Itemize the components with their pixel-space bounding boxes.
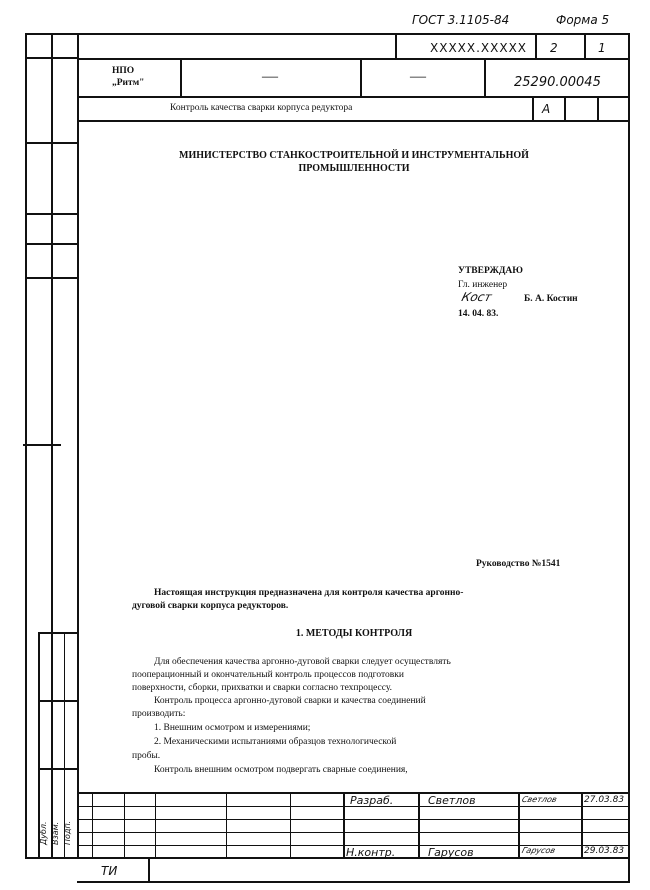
org-line-1: НПО xyxy=(112,66,135,76)
normcontrol-name: Гарусов xyxy=(428,846,474,859)
side-label-dubl: Дубл. xyxy=(39,821,48,845)
dash-1: — xyxy=(262,68,278,85)
org-line-2: „Ритм" xyxy=(112,78,145,88)
form-label: Форма 5 xyxy=(556,13,610,27)
sheets-total: 1 xyxy=(598,41,606,55)
normcontrol-date: 29.03.83 xyxy=(584,846,625,856)
document-title: Контроль качества сварки корпуса редуктора xyxy=(170,103,353,113)
paragraph-1-line-1: Для обеспечения качества аргонно-дуговой сварки следует осуществлять xyxy=(154,657,451,667)
paragraph-1-line-3: поверхности, сборки, прихватки и сварки согласно техпроцессу. xyxy=(132,683,393,693)
doc-type: ТИ xyxy=(101,864,118,878)
paragraph-2-line-2: производить: xyxy=(132,709,186,719)
developed-label: Разраб. xyxy=(350,794,394,807)
ministry-line-2: ПРОМЫШЛЕННОСТИ xyxy=(298,163,410,174)
intro-line-1: Настоящая инструкция предназначена для контроля качества аргонно- xyxy=(154,588,464,598)
approve-label: УТВЕРЖДАЮ xyxy=(458,266,523,276)
side-label-vzam: Взам. xyxy=(51,821,60,845)
paragraph-2-line-1: Контроль процесса аргонно-дуговой сварки и качества соединений xyxy=(154,696,426,706)
developer-signature: Светлов xyxy=(520,795,558,804)
standard-label: ГОСТ 3.1105-84 xyxy=(412,13,510,27)
letter-code: А xyxy=(542,102,551,116)
developer-name: Светлов xyxy=(428,794,476,807)
side-label-podp: Подп. xyxy=(63,820,72,845)
product-code: 25290.00045 xyxy=(514,75,601,90)
intro-line-2: дуговой сварки корпуса редукторов. xyxy=(132,601,289,611)
normcontrol-signature: Гарусов xyxy=(520,846,557,855)
developer-date: 27.03.83 xyxy=(584,795,625,805)
section-heading: 1. МЕТОДЫ КОНТРОЛЯ xyxy=(295,628,413,639)
sheet-number: 2 xyxy=(550,41,558,55)
dash-2: — xyxy=(410,68,426,85)
list-item-1: 1. Внешним осмотром и измерениями; xyxy=(154,723,311,733)
list-item-2-line-1: 2. Механическими испытаниями образцов технологической xyxy=(154,737,397,747)
normcontrol-label: Н.контр. xyxy=(346,846,396,859)
approver-position: Гл. инженер xyxy=(458,280,508,290)
guide-number: Руководство №1541 xyxy=(476,559,561,569)
ministry-line-1: МИНИСТЕРСТВО СТАНКОСТРОИТЕЛЬНОЙ И ИНСТРУМЕНТАЛЬНОЙ xyxy=(179,150,529,161)
approver-name: Б. А. Костин xyxy=(524,294,578,304)
doc-code: XXXXX.XXXXX xyxy=(430,41,528,55)
approver-signature: Кост xyxy=(460,290,494,304)
paragraph-3: Контроль внешним осмотром подвергать сварные соединения, xyxy=(154,765,408,775)
list-item-2-line-2: пробы. xyxy=(132,751,161,761)
approval-date: 14. 04. 83. xyxy=(458,309,499,319)
paragraph-1-line-2: пооперационный и окончательный контроль процессов подготовки xyxy=(132,670,404,680)
